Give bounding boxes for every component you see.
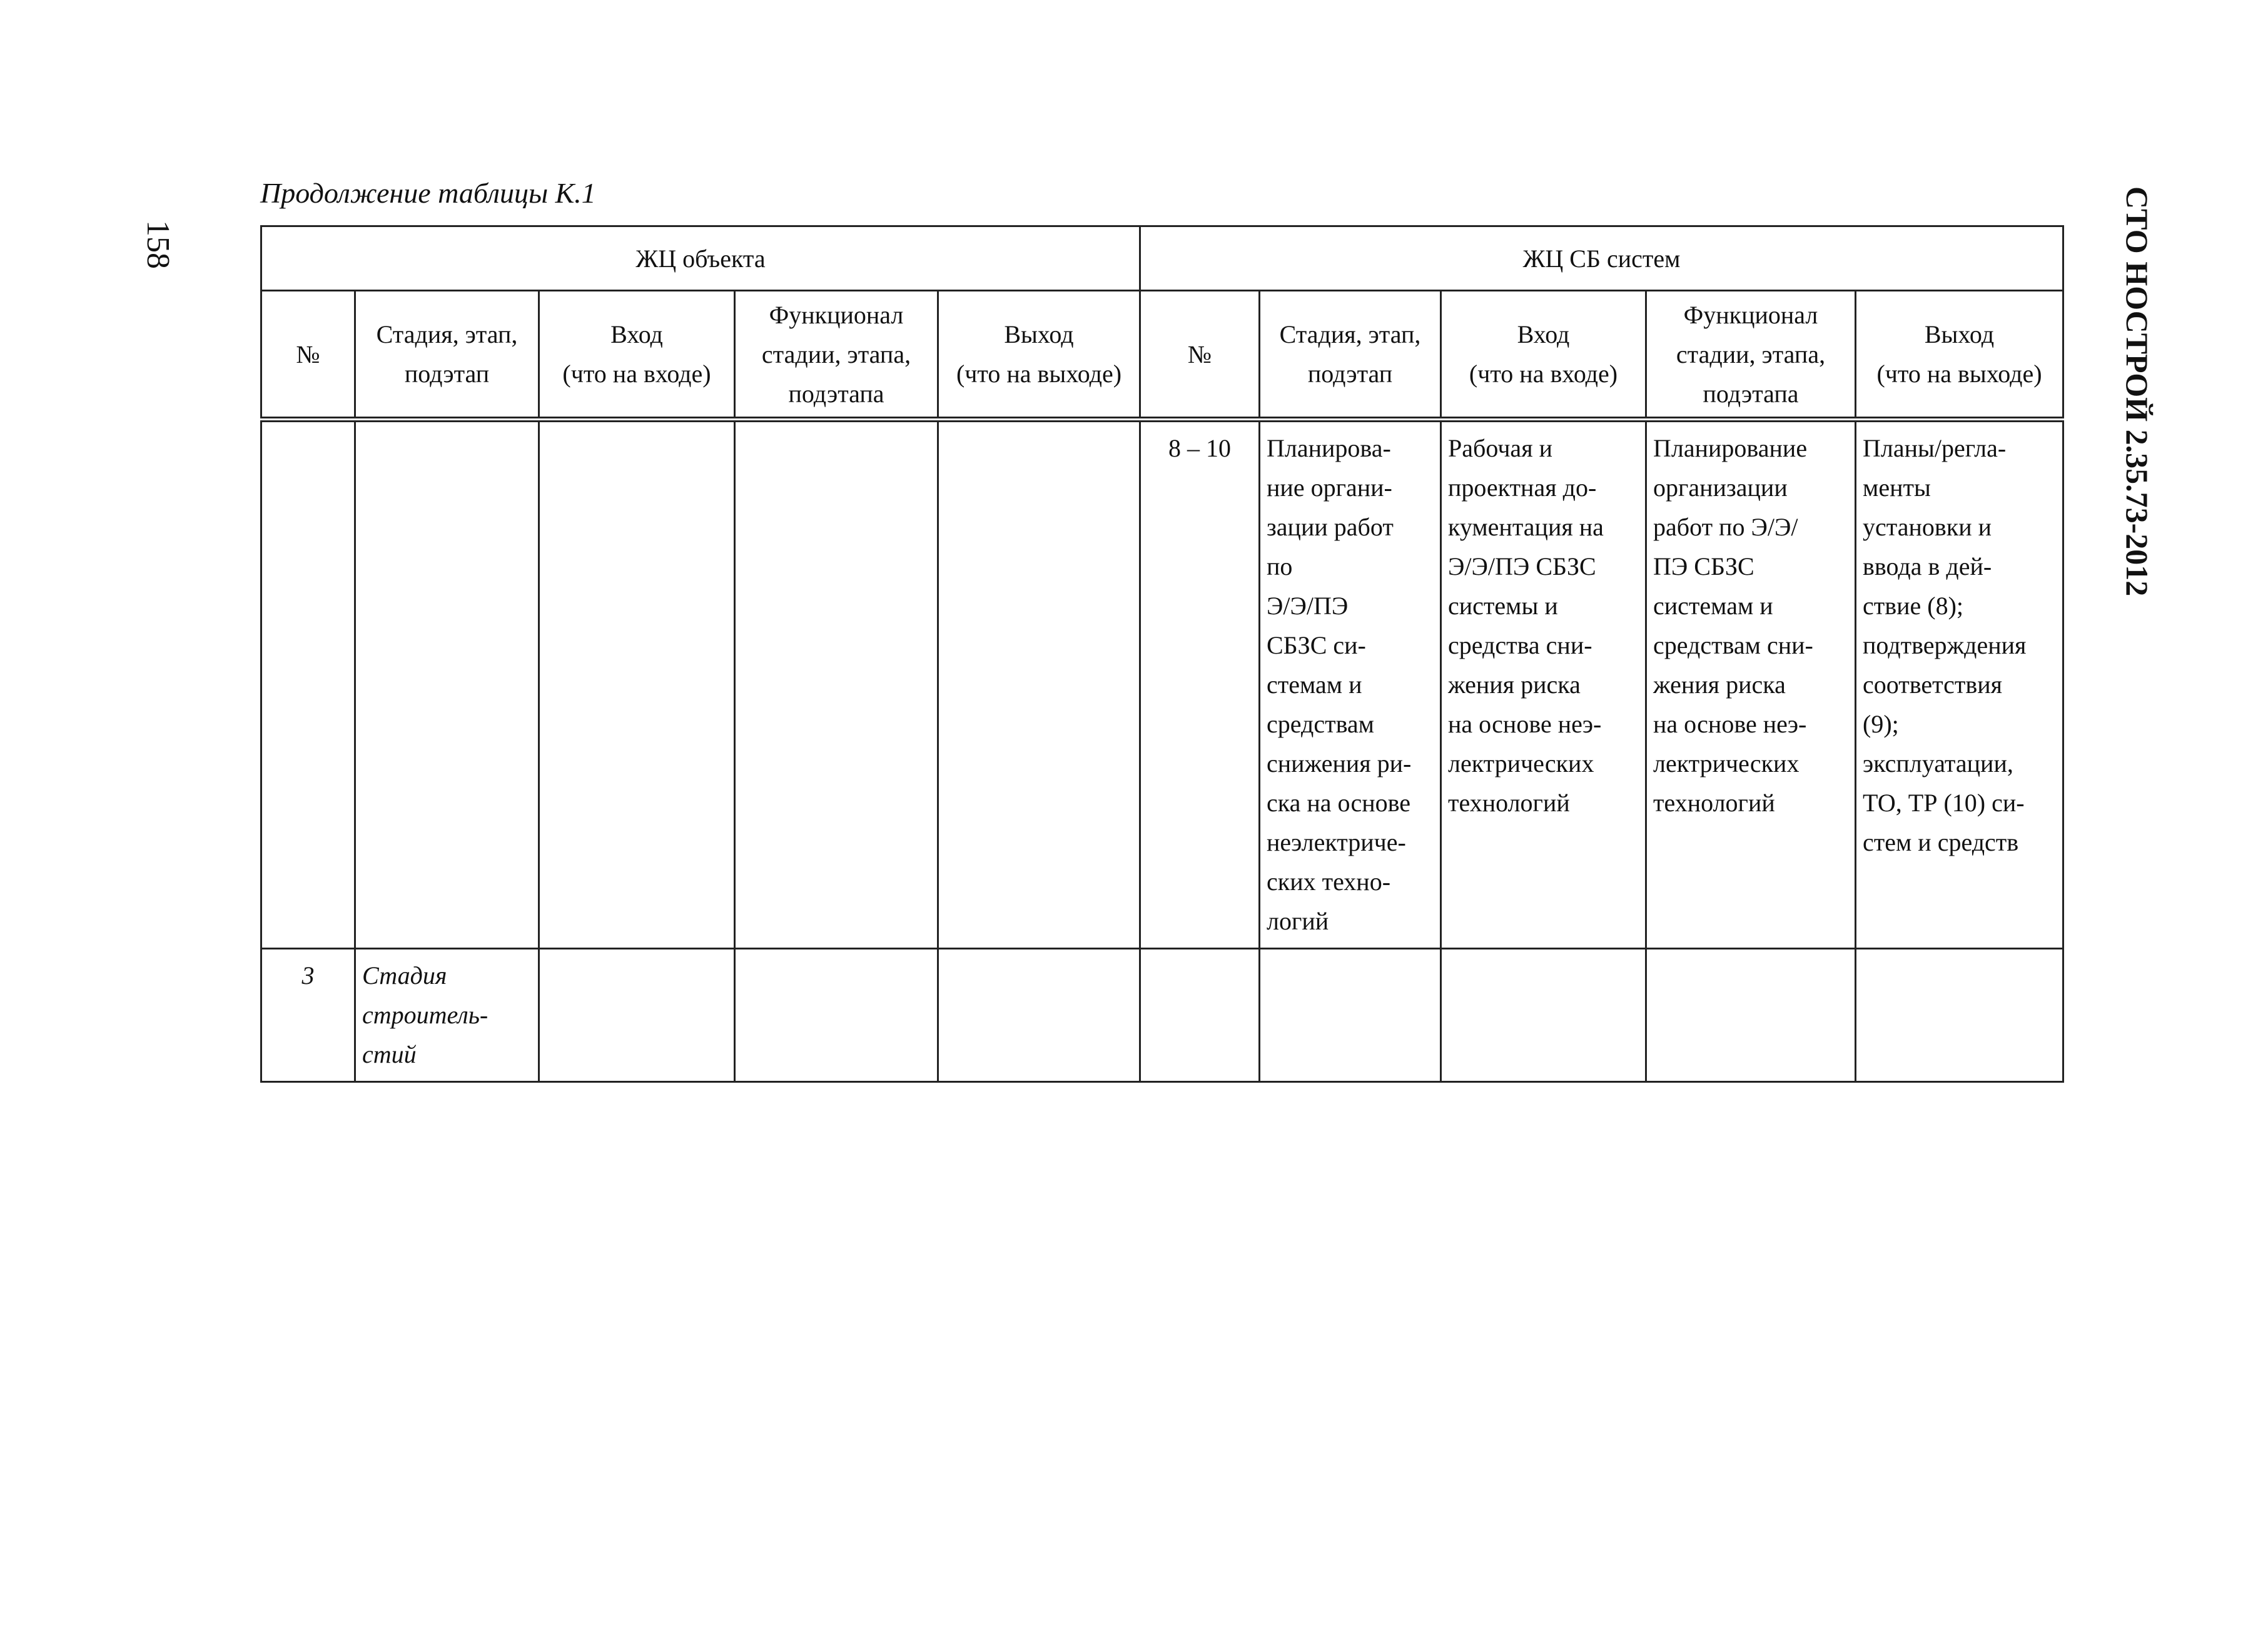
column-header-function	[1646, 291, 1856, 420]
systems-stage-cell	[1260, 420, 1441, 949]
column-header-label: Стадия, этап, подэтап	[1279, 320, 1421, 388]
document-code-header: СТО НОСТРОЙ 2.35.73-2012	[2120, 186, 2155, 597]
column-header-input	[539, 291, 735, 420]
column-header-label: №	[296, 340, 320, 368]
systems-input-cell	[1441, 949, 1646, 1082]
systems-function-cell	[1646, 949, 1856, 1082]
column-header-stage	[1260, 291, 1441, 420]
object-stage-cell	[355, 420, 539, 949]
table-row	[261, 420, 2063, 949]
column-header-number	[1140, 291, 1260, 420]
object-input-cell	[539, 420, 735, 949]
column-header-label: Функционал стадии, этапа, подэтапа	[1676, 300, 1826, 408]
object-number-cell	[261, 420, 355, 949]
object-output-cell	[938, 420, 1140, 949]
cell-text: Планы/регла- менты установки и ввода в дей- ствие (8); подтверждения соответствия (9); эксплуатации, ТО, ТР (10) си- стем и средств	[1863, 434, 2027, 856]
column-header-label: Выход (что на выходе)	[1876, 320, 2042, 388]
object-function-cell	[735, 949, 938, 1082]
cell-text: Планирование организации работ по Э/Э/ ПЭ СБЗС системам и средствам сни- жения риска на основе неэ- лектрических технологий	[1653, 434, 1813, 817]
object-output-cell	[938, 949, 1140, 1082]
group-header-systems-lifecycle: ЖЦ СБ систем	[1140, 226, 2063, 291]
column-header-label: Стадия, этап, подэтап	[376, 320, 518, 388]
object-input-cell	[539, 949, 735, 1082]
column-header-input	[1441, 291, 1646, 420]
lifecycle-table	[260, 225, 2064, 1083]
column-header-number	[261, 291, 355, 420]
column-header-label: Вход (что на входе)	[562, 320, 711, 388]
column-header-label: Вход (что на входе)	[1469, 320, 1618, 388]
column-header-row	[261, 291, 2063, 420]
systems-input-cell	[1441, 420, 1646, 949]
column-header-output	[1856, 291, 2063, 420]
systems-output-cell	[1856, 949, 2063, 1082]
column-header-label: Выход (что на выходе)	[956, 320, 1122, 388]
systems-number-cell	[1140, 420, 1260, 949]
table-caption: Продолжение таблицы К.1	[260, 177, 596, 209]
column-header-stage	[355, 291, 539, 420]
systems-stage-cell	[1260, 949, 1441, 1082]
object-number-cell	[261, 949, 355, 1082]
group-header-object-lifecycle: ЖЦ объекта	[261, 226, 1140, 291]
object-function-cell	[735, 420, 938, 949]
cell-text: 3	[301, 961, 315, 990]
column-header-function	[735, 291, 938, 420]
column-header-label: Функционал стадии, этапа, подэтапа	[761, 300, 911, 408]
systems-number-cell	[1140, 949, 1260, 1082]
page-number: 158	[140, 220, 176, 269]
table-row	[261, 949, 2063, 1082]
group-header-row	[261, 226, 2063, 291]
cell-text: 8 – 10	[1168, 434, 1231, 462]
cell-text: Стадия строитель- стий	[362, 961, 489, 1068]
column-header-label: №	[1187, 340, 1212, 368]
cell-text: Планирова- ние органи- зации работ по Э/Э/ПЭ СБЗС си- стемам и средствам снижения ри- ска на основе неэлектриче- ских техно- логий	[1267, 434, 1412, 935]
systems-function-cell	[1646, 420, 1856, 949]
column-header-output	[938, 291, 1140, 420]
cell-text: Рабочая и проектная до- кументация на Э/Э/ПЭ СБЗС системы и средства сни- жения риска на основе неэ- лектрических технологий	[1448, 434, 1604, 817]
object-stage-cell	[355, 949, 539, 1082]
systems-output-cell	[1856, 420, 2063, 949]
